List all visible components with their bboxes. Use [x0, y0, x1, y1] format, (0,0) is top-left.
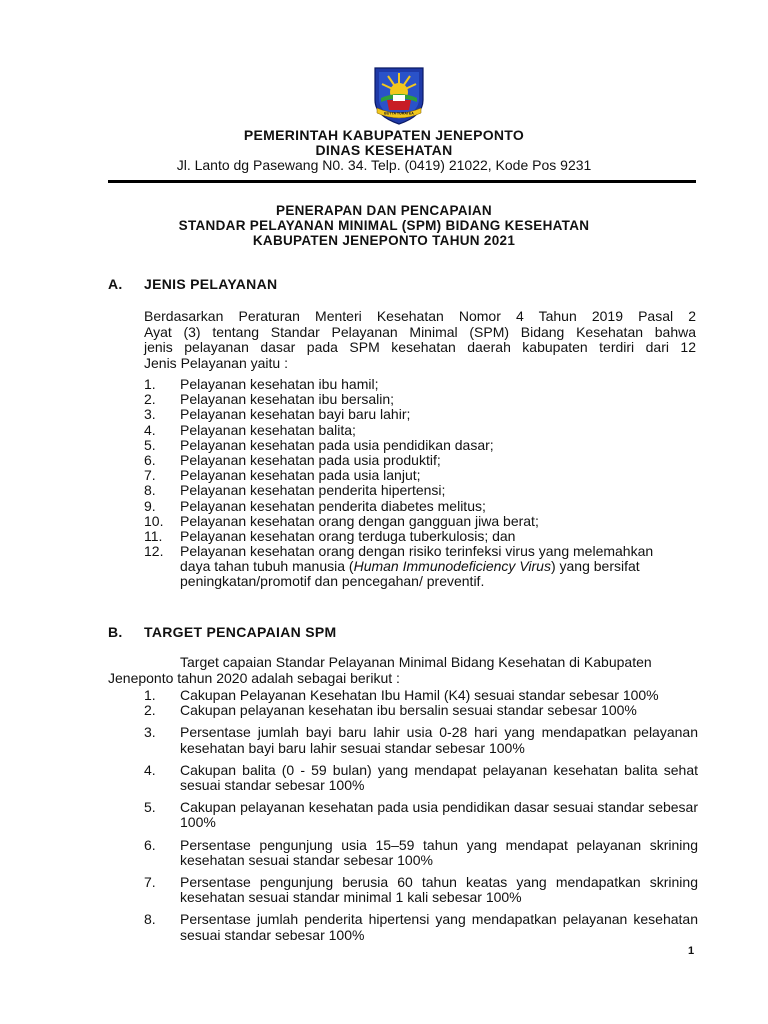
- list-number: 4.: [144, 761, 156, 778]
- paragraph-line: Jenis Pelayanan yaitu :: [144, 354, 288, 371]
- letterhead-organization: PEMERINTAH KABUPATEN JENEPONTO: [243, 127, 525, 143]
- list-item: [144, 392, 698, 407]
- list-item: [144, 423, 698, 438]
- list-item: [144, 377, 698, 392]
- list-number: 2.: [144, 391, 156, 408]
- list-number: 7.: [144, 467, 156, 484]
- section-a-paragraph: [144, 309, 696, 371]
- list-text: Cakupan pelayanan kesehatan pada usia pendidikan dasar sesuai standar sebesar 100%: [180, 799, 698, 831]
- letterhead-address: Jl. Lanto dg Pasewang N0. 34. Telp. (0419) 21022, Kode Pos 9231: [176, 157, 592, 173]
- section-b-title: TARGET PENCAPAIAN SPM: [144, 624, 337, 640]
- list-number: 1.: [144, 687, 156, 703]
- target-list: [144, 688, 698, 943]
- list-text: Pelayanan kesehatan penderita hipertensi;: [180, 482, 446, 499]
- section-b-paragraph-cont: [108, 671, 660, 687]
- list-text: Cakupan pelayanan kesehatan ibu bersalin sesuai standar sebesar 100%: [180, 702, 637, 719]
- list-text: Cakupan balita (0 - 59 bulan) yang mendapat pelayanan kesehatan balita sehat sesuai standar sebesar 100%: [180, 761, 698, 794]
- list-text: Pelayanan kesehatan bayi baru lahir;: [180, 406, 411, 423]
- list-text: peningkatan/promotif dan pencegahan/ preventif.: [180, 573, 485, 590]
- list-item: [144, 468, 698, 483]
- list-text: [180, 559, 698, 574]
- paragraph-line: Jeneponto tahun 2020 adalah sebagai berikut :: [108, 670, 400, 686]
- list-item: [144, 453, 698, 468]
- list-number: 2.: [144, 702, 156, 719]
- list-text: Pelayanan kesehatan orang dengan gangguan jiwa berat;: [180, 512, 539, 529]
- list-number: 6.: [144, 836, 156, 853]
- list-text: Persentase pengunjung berusia 60 tahun keatas yang mendapatkan skrining kesehatan sesuai standar minimal 1 kali sebesar 100%: [180, 874, 698, 906]
- list-number: 3.: [144, 724, 156, 741]
- list-item: [144, 544, 698, 590]
- list-number: 10.: [144, 512, 164, 529]
- section-b-paragraph: [144, 655, 696, 671]
- list-item: [144, 875, 698, 905]
- document-title-line-3: KABUPATEN JENEPONTO TAHUN 2021: [252, 233, 516, 248]
- list-item: [144, 499, 698, 514]
- paragraph-line: Target capaian Standar Pelayanan Minimal Bidang Kesehatan di Kabupaten: [180, 654, 652, 670]
- list-text-part: ) yang bersifat: [550, 558, 640, 575]
- list-number: 7.: [144, 874, 156, 891]
- document-title-line-2: STANDAR PELAYANAN MINIMAL (SPM) BIDANG KESEHATAN: [178, 218, 590, 233]
- section-a-letter: A.: [108, 276, 123, 292]
- section-a-title: JENIS PELAYANAN: [144, 276, 278, 292]
- list-text: Pelayanan kesehatan pada usia lanjut;: [180, 467, 421, 484]
- list-item: [144, 763, 698, 793]
- letterhead-divider: [108, 180, 696, 183]
- list-text: Pelayanan kesehatan penderita diabetes melitus;: [180, 497, 486, 514]
- letterhead-department: DINAS KESEHATAN: [315, 142, 453, 158]
- list-text: Pelayanan kesehatan orang dengan risiko terinfeksi virus yang melemahkan: [180, 543, 654, 560]
- list-number: 6.: [144, 451, 156, 468]
- section-b-letter: B.: [108, 624, 123, 640]
- list-text: Persentase jumlah bayi baru lahir usia 0-28 hari yang mendapatkan pelayanan kesehatan bayi baru lahir sesuai standar sebesar 100%: [180, 724, 698, 756]
- page-number: 1: [688, 945, 695, 957]
- list-number: 3.: [144, 406, 156, 423]
- list-text-part: daya tahan tubuh manusia (: [180, 558, 354, 575]
- list-item: [144, 703, 698, 718]
- list-number: 11.: [144, 527, 163, 544]
- list-text: Persentase pengunjung usia 15–59 tahun yang mendapat pelayanan skrining kesehatan sesuai standar sebesar 100%: [180, 836, 698, 868]
- list-item: [144, 800, 698, 830]
- paragraph-line: jenis pelayanan dasar pada SPM kesehatan daerah kabupaten terdiri dari 12: [144, 339, 696, 355]
- list-item: [144, 912, 698, 942]
- list-item: [144, 438, 698, 453]
- list-number: 8.: [144, 482, 156, 499]
- list-item: [144, 688, 698, 703]
- list-item: [144, 483, 698, 498]
- list-text: Persentase jumlah penderita hipertensi yang mendapatkan pelayanan kesehatan sesuai standar sebesar 100%: [180, 911, 698, 943]
- list-text: Pelayanan kesehatan ibu hamil;: [180, 376, 379, 392]
- list-number: 9.: [144, 497, 156, 514]
- logo-text: BUTTA TURATEA: [384, 111, 414, 116]
- service-list: [144, 377, 698, 590]
- list-number: 8.: [144, 911, 156, 928]
- list-item: [144, 514, 698, 529]
- list-text: Pelayanan kesehatan ibu bersalin;: [180, 391, 395, 408]
- list-item: [144, 529, 698, 544]
- list-text: Pelayanan kesehatan orang terduga tuberkulosis; dan: [180, 527, 516, 544]
- list-text: Cakupan Pelayanan Kesehatan Ibu Hamil (K4) sesuai standar sebesar 100%: [180, 687, 659, 703]
- list-number: 12.: [144, 543, 164, 560]
- list-number: 5.: [144, 799, 156, 816]
- list-number: 5.: [144, 436, 156, 453]
- list-item: [144, 838, 698, 868]
- jeneponto-logo: [369, 64, 429, 126]
- list-text: Pelayanan kesehatan balita;: [180, 421, 356, 438]
- list-text: Pelayanan kesehatan pada usia pendidikan dasar;: [180, 436, 494, 453]
- paragraph-line: Ayat (3) tentang Standar Pelayanan Minimal (SPM) Bidang Kesehatan bahwa: [144, 323, 696, 340]
- paragraph-line: Berdasarkan Peraturan Menteri Kesehatan Nomor 4 Tahun 2019 Pasal 2: [144, 308, 696, 324]
- list-text-italic: Human Immunodeficiency Virus: [353, 558, 551, 575]
- list-item: [144, 725, 698, 755]
- list-text: Pelayanan kesehatan pada usia produktif;: [180, 451, 441, 468]
- list-number: 4.: [144, 421, 156, 438]
- list-number: 1.: [144, 376, 156, 392]
- list-item: [144, 407, 698, 422]
- document-title-line-1: PENERAPAN DAN PENCAPAIAN: [276, 203, 492, 218]
